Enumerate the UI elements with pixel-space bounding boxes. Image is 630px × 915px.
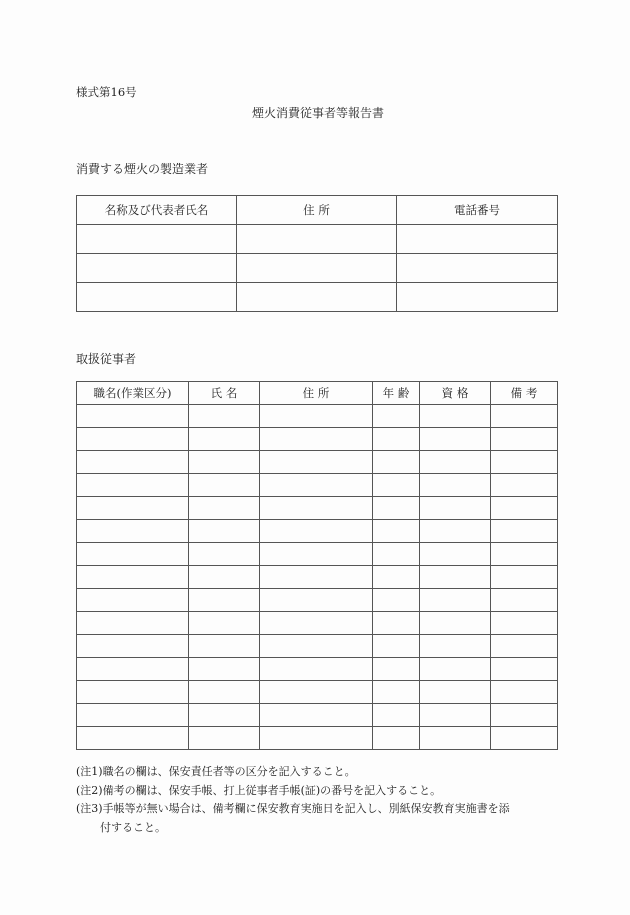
column-header-job-title: 職名(作業区分) xyxy=(77,382,189,405)
table-cell[interactable] xyxy=(491,566,558,589)
table-cell[interactable] xyxy=(420,704,491,727)
table-cell[interactable] xyxy=(260,451,373,474)
note-2: (注2)備考の欄は、保安手帳、打上従事者手帳(証)の番号を記入すること。 xyxy=(76,783,442,797)
form-number: 様式第16号 xyxy=(76,85,137,99)
manufacturer-heading: 消費する煙火の製造業者 xyxy=(76,162,209,176)
table-cell[interactable] xyxy=(373,704,420,727)
table-cell[interactable] xyxy=(420,474,491,497)
table-row xyxy=(77,474,558,497)
table-cell[interactable] xyxy=(260,635,373,658)
table-row xyxy=(77,520,558,543)
table-cell[interactable] xyxy=(189,566,260,589)
table-row xyxy=(77,589,558,612)
column-header-name: 名称及び代表者氏名 xyxy=(77,196,237,225)
table-cell[interactable] xyxy=(237,283,397,312)
table-cell[interactable] xyxy=(491,727,558,750)
table-cell[interactable] xyxy=(260,497,373,520)
table-row xyxy=(77,428,558,451)
table-cell[interactable] xyxy=(373,497,420,520)
table-cell[interactable] xyxy=(491,520,558,543)
table-cell[interactable] xyxy=(77,589,189,612)
column-header-name: 氏 名 xyxy=(189,382,260,405)
column-header-age: 年 齢 xyxy=(373,382,420,405)
table-cell[interactable] xyxy=(373,566,420,589)
table-cell[interactable] xyxy=(189,474,260,497)
manufacturer-table xyxy=(76,195,558,312)
table-cell[interactable] xyxy=(189,451,260,474)
column-header-address: 住 所 xyxy=(260,382,373,405)
table-cell[interactable] xyxy=(189,658,260,681)
table-cell[interactable] xyxy=(491,405,558,428)
table-cell[interactable] xyxy=(491,543,558,566)
table-cell[interactable] xyxy=(237,254,397,283)
table-cell[interactable] xyxy=(373,451,420,474)
table-cell[interactable] xyxy=(420,520,491,543)
table-cell[interactable] xyxy=(491,428,558,451)
table-row xyxy=(77,283,558,312)
table-cell[interactable] xyxy=(373,681,420,704)
workers-heading: 取扱従事者 xyxy=(76,352,137,366)
table-cell[interactable] xyxy=(189,428,260,451)
table-cell[interactable] xyxy=(491,474,558,497)
table-cell[interactable] xyxy=(420,543,491,566)
table-cell[interactable] xyxy=(397,225,558,254)
table-cell[interactable] xyxy=(260,658,373,681)
table-cell[interactable] xyxy=(189,681,260,704)
note-3-continuation: 付すること。 xyxy=(100,820,166,834)
table-cell[interactable] xyxy=(420,658,491,681)
table-cell[interactable] xyxy=(420,405,491,428)
table-header-row xyxy=(77,196,558,225)
table-cell[interactable] xyxy=(260,566,373,589)
table-cell[interactable] xyxy=(373,727,420,750)
column-header-remarks: 備 考 xyxy=(491,382,558,405)
table-cell[interactable] xyxy=(77,474,189,497)
column-header-address: 住 所 xyxy=(237,196,397,225)
table-cell[interactable] xyxy=(491,704,558,727)
table-cell[interactable] xyxy=(77,520,189,543)
table-cell[interactable] xyxy=(260,681,373,704)
table-cell[interactable] xyxy=(77,497,189,520)
table-row xyxy=(77,451,558,474)
table-cell[interactable] xyxy=(77,254,237,283)
table-row xyxy=(77,658,558,681)
note-3: (注3)手帳等が無い場合は、備考欄に保安教育実施日を記入し、別紙保安教育実施書を添 xyxy=(76,802,510,815)
table-cell[interactable] xyxy=(77,405,189,428)
table-cell[interactable] xyxy=(189,635,260,658)
table-row xyxy=(77,405,558,428)
table-cell[interactable] xyxy=(189,612,260,635)
table-cell[interactable] xyxy=(491,681,558,704)
table-cell[interactable] xyxy=(189,704,260,727)
table-row xyxy=(77,704,558,727)
notes xyxy=(76,763,566,837)
table-cell[interactable] xyxy=(260,520,373,543)
table-cell[interactable] xyxy=(77,681,189,704)
table-cell[interactable] xyxy=(77,704,189,727)
table-cell[interactable] xyxy=(420,727,491,750)
workers-table xyxy=(76,381,558,750)
table-row xyxy=(77,543,558,566)
table-row xyxy=(77,254,558,283)
table-row xyxy=(77,566,558,589)
table-cell[interactable] xyxy=(77,283,237,312)
table-cell[interactable] xyxy=(420,566,491,589)
table-cell[interactable] xyxy=(373,543,420,566)
document-title: 煙火消費従事者等報告書 xyxy=(251,106,384,120)
table-cell[interactable] xyxy=(397,283,558,312)
table-cell[interactable] xyxy=(420,428,491,451)
table-cell[interactable] xyxy=(77,428,189,451)
table-row xyxy=(77,681,558,704)
table-cell[interactable] xyxy=(491,497,558,520)
table-cell[interactable] xyxy=(189,497,260,520)
table-cell[interactable] xyxy=(237,225,397,254)
table-cell[interactable] xyxy=(420,497,491,520)
table-cell[interactable] xyxy=(373,405,420,428)
table-cell[interactable] xyxy=(260,612,373,635)
column-header-phone: 電話番号 xyxy=(397,196,558,225)
table-cell[interactable] xyxy=(260,704,373,727)
table-cell[interactable] xyxy=(189,589,260,612)
table-cell[interactable] xyxy=(373,612,420,635)
table-cell[interactable] xyxy=(397,254,558,283)
table-cell[interactable] xyxy=(77,543,189,566)
table-cell[interactable] xyxy=(189,405,260,428)
table-cell[interactable] xyxy=(77,727,189,750)
column-header-qualification: 資 格 xyxy=(420,382,491,405)
table-cell[interactable] xyxy=(491,589,558,612)
table-cell[interactable] xyxy=(260,474,373,497)
table-cell[interactable] xyxy=(77,612,189,635)
table-cell[interactable] xyxy=(373,474,420,497)
table-row xyxy=(77,497,558,520)
table-row xyxy=(77,225,558,254)
table-cell[interactable] xyxy=(260,428,373,451)
table-cell[interactable] xyxy=(77,566,189,589)
table-row xyxy=(77,727,558,750)
table-cell[interactable] xyxy=(77,635,189,658)
table-cell[interactable] xyxy=(491,612,558,635)
table-cell[interactable] xyxy=(491,658,558,681)
note-1: (注1)職名の欄は、保安責任者等の区分を記入すること。 xyxy=(76,765,356,778)
table-cell[interactable] xyxy=(420,681,491,704)
table-cell[interactable] xyxy=(491,451,558,474)
table-cell[interactable] xyxy=(420,635,491,658)
table-cell[interactable] xyxy=(260,405,373,428)
table-cell[interactable] xyxy=(77,658,189,681)
table-cell[interactable] xyxy=(373,428,420,451)
table-cell[interactable] xyxy=(373,589,420,612)
table-cell[interactable] xyxy=(373,635,420,658)
table-header-row xyxy=(77,382,558,405)
table-cell[interactable] xyxy=(189,543,260,566)
table-cell[interactable] xyxy=(260,543,373,566)
table-cell[interactable] xyxy=(420,451,491,474)
table-cell[interactable] xyxy=(420,589,491,612)
table-cell[interactable] xyxy=(491,635,558,658)
table-row xyxy=(77,612,558,635)
table-cell[interactable] xyxy=(77,451,189,474)
table-cell[interactable] xyxy=(420,612,491,635)
table-row xyxy=(77,635,558,658)
table-cell[interactable] xyxy=(260,589,373,612)
table-cell[interactable] xyxy=(260,727,373,750)
table-cell[interactable] xyxy=(373,520,420,543)
table-cell[interactable] xyxy=(189,727,260,750)
table-cell[interactable] xyxy=(373,658,420,681)
table-cell[interactable] xyxy=(77,225,237,254)
table-cell[interactable] xyxy=(189,520,260,543)
